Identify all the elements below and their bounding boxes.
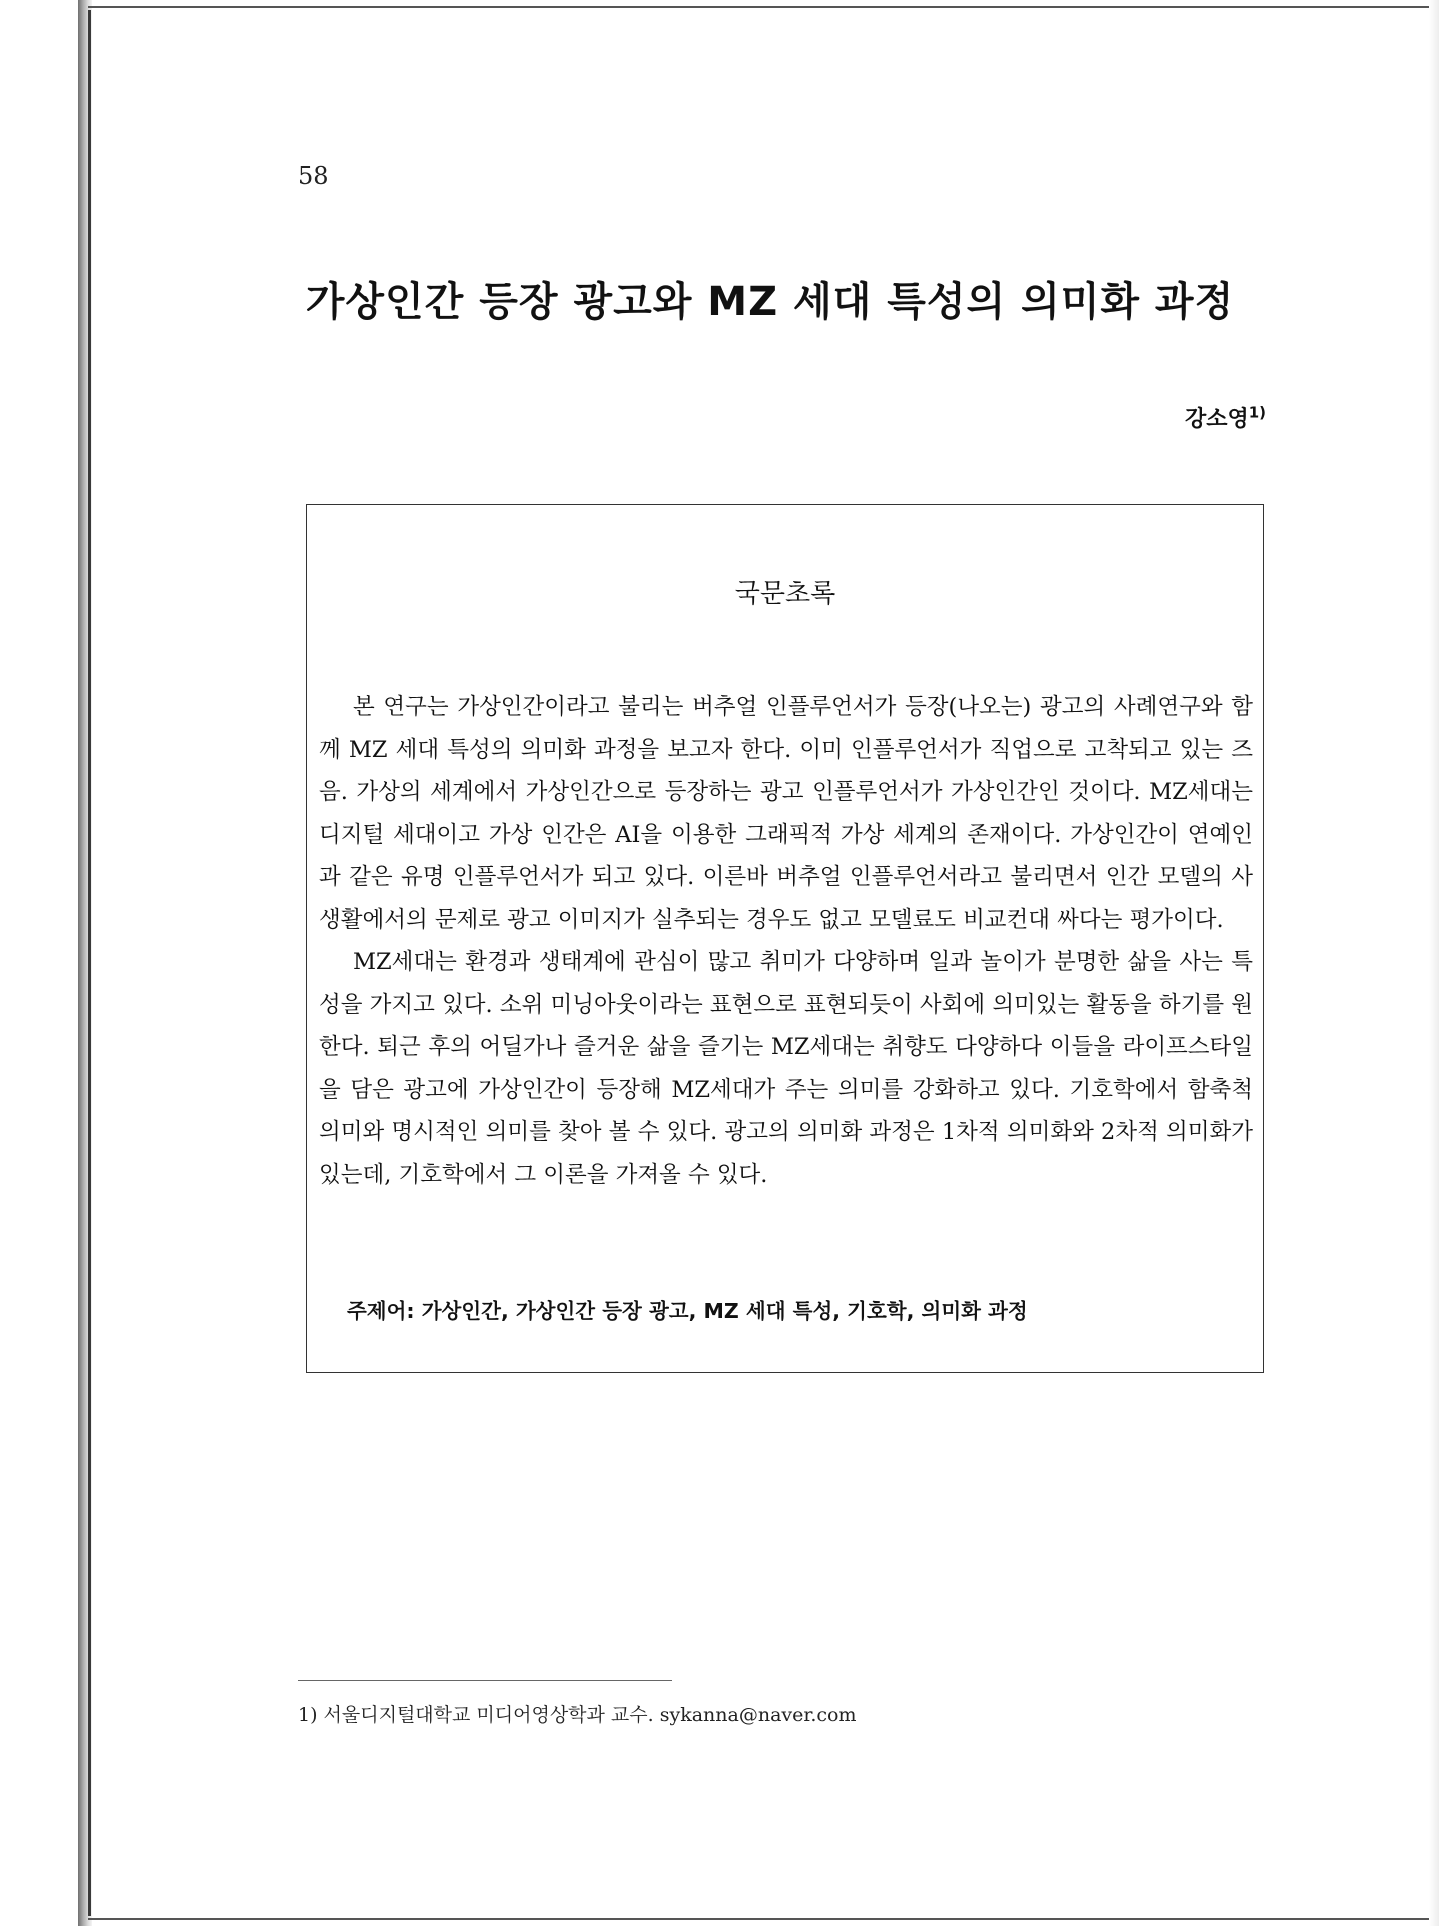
author-footnote-mark: 1): [1248, 403, 1266, 422]
page-number: 58: [298, 162, 329, 190]
abstract-paragraph-2: MZ세대는 환경과 생태계에 관심이 많고 취미가 다양하며 일과 놀이가 분명한 삶을 사는 특성을 가지고 있다. 소위 미닝아웃이라는 표현으로 표현되듯이 사회에 의미있는 활동을 하기를 원한다. 퇴근 후의 어딜가나 즐거운 삶을 즐기는 MZ세대는 취향도 다양하다 이들을 라이프스타일을 담은 광고에 가상인간이 등장해 MZ세대가 주는 의미를 강화하고 있다. 기호학에서 함축척 의미와 명시적인 의미를 찾아 볼 수 있다. 광고의 의미화 과정은 1차적 의미화와 2차적 의미화가 있는데, 기호학에서 그 이론을 가져올 수 있다.: [319, 949, 1253, 1188]
page-bottom-border: [88, 1918, 1433, 1920]
author-footnote: 1) 서울디지털대학교 미디어영상학과 교수. sykanna@naver.com: [298, 1704, 857, 1726]
abstract-paragraph-1: 본 연구는 가상인간이라고 불리는 버추얼 인플루언서가 등장(나오는) 광고의 사례연구와 함께 MZ 세대 특성의 의미화 과정을 보고자 한다. 이미 인플루언서가 직업으로 고착되고 있는 즈음. 가상의 세계에서 가상인간으로 등장하는 광고 인플루언서가 가상인간인 것이다. MZ세대는 디지털 세대이고 가상 인간은 AI을 이용한 그래픽적 가상 세계의 존재이다. 가상인간이 연예인과 같은 유명 인플루언서가 되고 있다. 이른바 버추얼 인플루언서라고 불리면서 인간 모델의 사생활에서의 문제로 광고 이미지가 실추되는 경우도 없고 모델료도 비교컨대 싸다는 평가이다.: [319, 694, 1253, 933]
abstract-box: [306, 504, 1264, 1373]
paper-title: 가상인간 등장 광고와 MZ 세대 특성의 의미화 과정: [305, 279, 1235, 325]
page-top-border: [88, 6, 1433, 8]
author-name: 강소영: [1184, 407, 1249, 432]
abstract-heading: 국문초록: [734, 579, 836, 609]
page-left-border: [88, 10, 91, 1916]
page-right-shadow: [1429, 0, 1439, 1926]
keywords-line: 주제어: 가상인간, 가상인간 등장 광고, MZ 세대 특성, 기호학, 의미화 과정: [347, 1299, 1028, 1323]
abstract-body: [319, 686, 1253, 1196]
footnote-divider: [298, 1680, 672, 1681]
author-line: [1185, 402, 1266, 433]
